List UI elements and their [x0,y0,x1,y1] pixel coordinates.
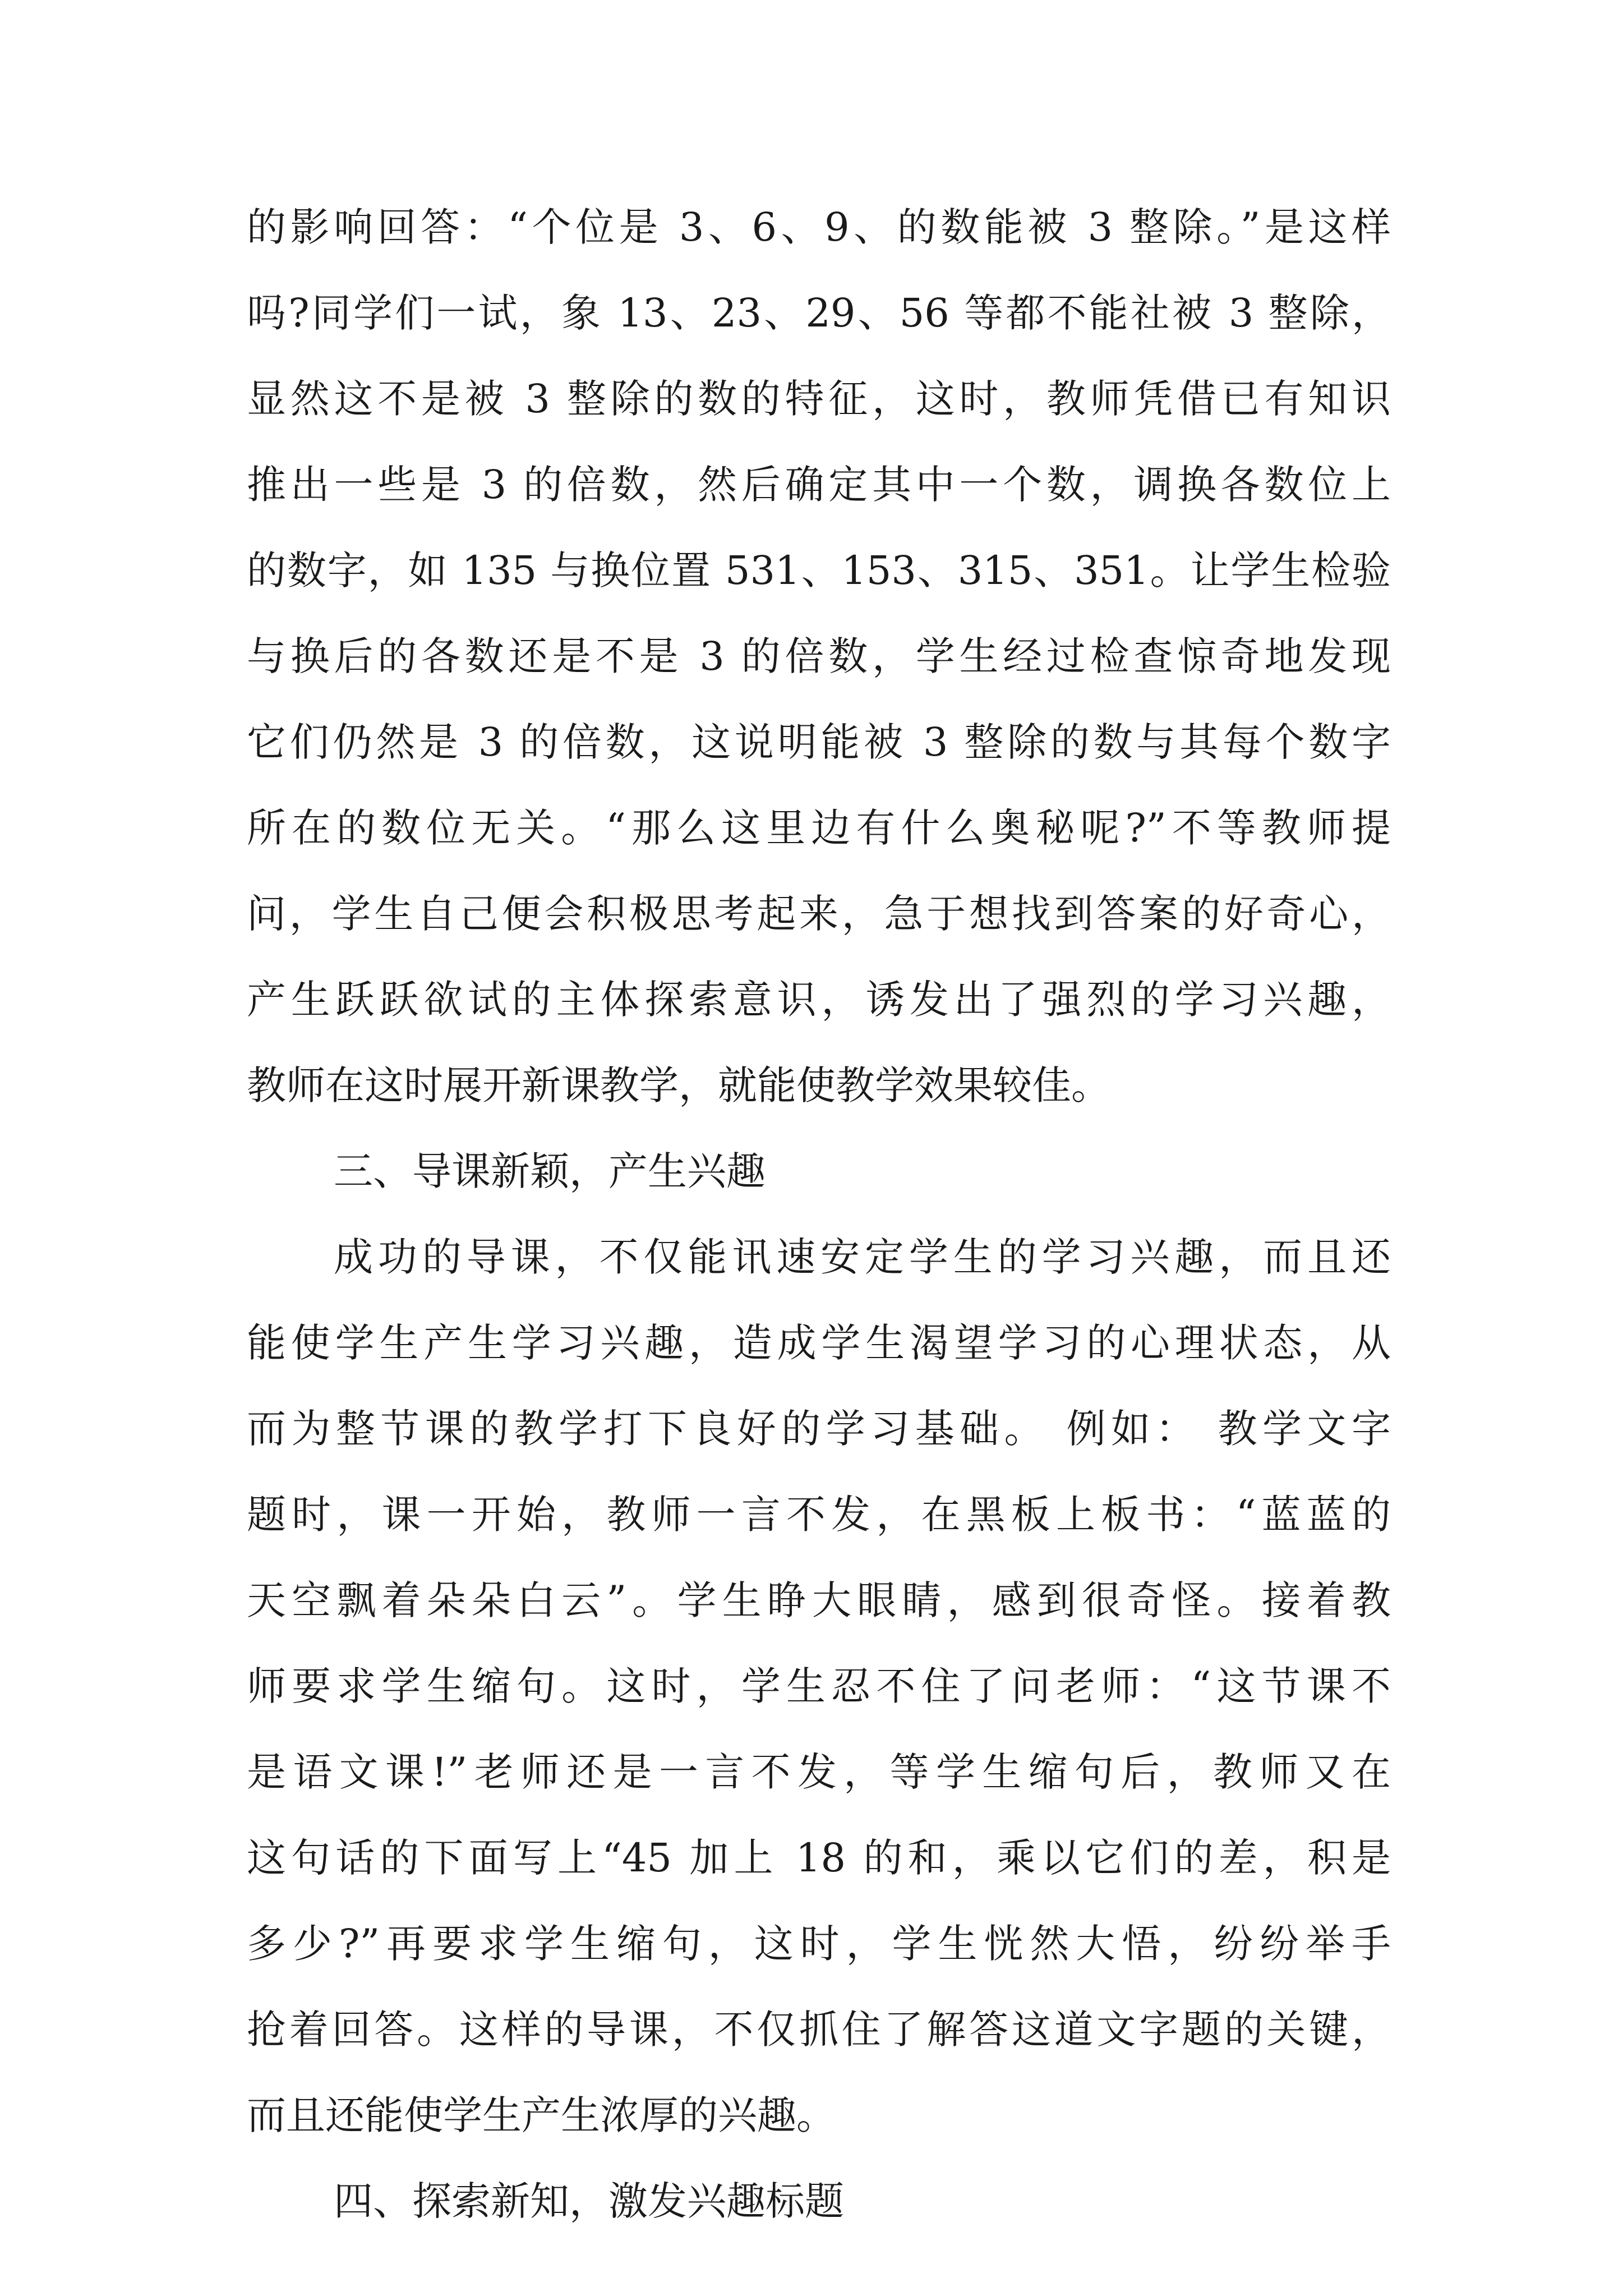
text-line: 教师在这时展开新课教学，就能使教学效果较佳。 [247,1062,1110,1108]
text-line: 抢着回答。这样的导课，不仅抓住了解答这道文字题的关键， [247,2007,1391,2053]
text-line: 题时，课一开始，教师一言不发，在黑板上板书：“蓝蓝的 [247,1492,1391,1538]
text-line: 显然这不是被 3 整除的数的特征，这时，教师凭借已有知识 [247,376,1391,422]
text-line: 而且还能使学生产生浓厚的兴趣。 [247,2092,836,2138]
text-line: 这句话的下面写上“45 加上 18 的和，乘以它们的差，积是 [247,1835,1391,1881]
text-line: 问，学生自己便会积极思考起来，急于想找到答案的好奇心， [247,891,1391,937]
section-heading: 四、探索新知，激发兴趣标题 [334,2178,844,2224]
text-line: 它们仍然是 3 的倍数，这说明能被 3 整除的数与其每个数字 [247,719,1391,765]
section-heading: 三、导课新颖，产生兴趣 [334,1148,766,1194]
text-line: 能使学生产生学习兴趣，造成学生渴望学习的心理状态，从 [247,1320,1391,1366]
text-line: 师要求学生缩句。这时，学生忍不住了问老师：“这节课不 [247,1663,1391,1709]
text-line: 成功的导课，不仅能讯速安定学生的学习兴趣，而且还 [334,1234,1391,1280]
text-line: 产生跃跃欲试的主体探索意识，诱发出了强烈的学习兴趣， [247,977,1391,1023]
text-line: 是语文课!”老师还是一言不发，等学生缩句后，教师又在 [247,1749,1391,1795]
text-line: 天空飘着朵朵白云”。学生睁大眼睛，感到很奇怪。接着教 [247,1577,1391,1623]
text-line: 而为整节课的教学打下良好的学习基础。 例如： 教学文字 [247,1406,1391,1452]
body-text [247,204,1391,2267]
text-line: 所在的数位无关。“那么这里边有什么奥秘呢?”不等教师提 [247,805,1391,851]
text-line: 的影响回答：“个位是 3、6、9、的数能被 3 整除。”是这样 [247,204,1391,250]
text-line: 与换后的各数还是不是 3 的倍数，学生经过检查惊奇地发现 [247,633,1391,679]
text-line: 推出一些是 3 的倍数，然后确定其中一个数，调换各数位上 [247,462,1391,508]
text-line: 吗?同学们一试，象 13、23、29、56 等都不能社被 3 整除， [247,290,1391,336]
text-line: 多少?”再要求学生缩句，这时，学生恍然大悟，纷纷举手 [247,1921,1391,1967]
text-line: 的数字，如 135 与换位置 531、153、315、351。让学生检验 [247,547,1391,593]
